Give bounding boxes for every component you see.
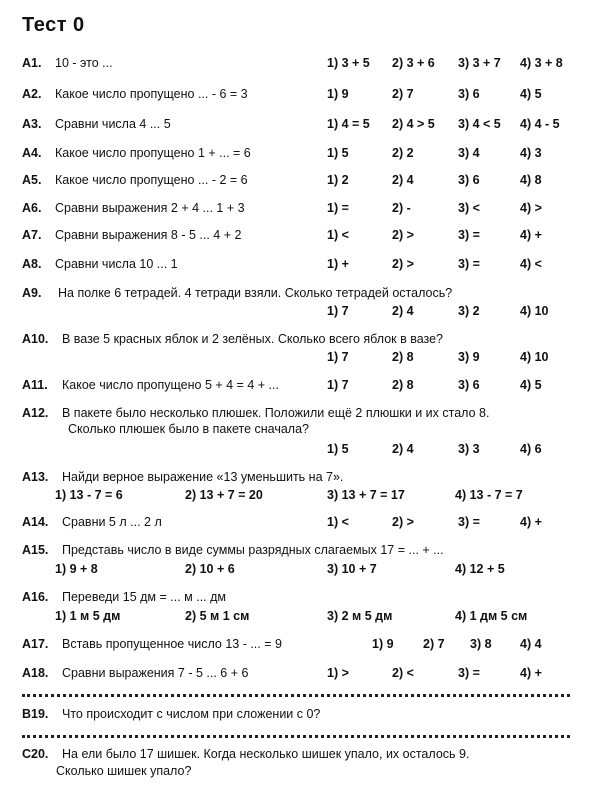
answer-2: 2) - bbox=[392, 201, 411, 215]
answer-2: 2) 2 bbox=[392, 146, 414, 160]
dotted-separator bbox=[22, 694, 570, 697]
answer-2: 2) 3 + 6 bbox=[392, 56, 435, 70]
answer-3: 3) 4 < 5 bbox=[458, 117, 501, 131]
question-a17 bbox=[0, 636, 593, 652]
question-a15 bbox=[0, 542, 593, 558]
answer-1: 1) 9 + 8 bbox=[55, 562, 98, 576]
answer-4: 4) + bbox=[520, 666, 542, 680]
question-text: Сравни числа 10 ... 1 bbox=[55, 257, 178, 271]
question-text: Сравни выражения 7 - 5 ... 6 + 6 bbox=[62, 666, 249, 680]
answer-3: 3) 6 bbox=[458, 87, 480, 101]
answer-2: 2) 4 bbox=[392, 442, 414, 456]
question-number: А1. bbox=[22, 56, 42, 70]
answers-a16 bbox=[0, 608, 593, 624]
question-a16 bbox=[0, 589, 593, 605]
answer-1: 1) 5 bbox=[327, 442, 349, 456]
question-a6 bbox=[0, 200, 593, 216]
question-text: Вставь пропущенное число 13 - ... = 9 bbox=[62, 637, 282, 651]
answer-3: 3) 10 + 7 bbox=[327, 562, 377, 576]
answer-3: 3) = bbox=[458, 666, 480, 680]
answer-4: 4) 5 bbox=[520, 87, 542, 101]
page-title: Тест 0 bbox=[22, 14, 85, 36]
question-number: А13. bbox=[22, 470, 49, 484]
answer-4: 4) 12 + 5 bbox=[455, 562, 505, 576]
question-a1 bbox=[0, 55, 593, 71]
answer-4: 4) 3 + 8 bbox=[520, 56, 563, 70]
answer-4: 4) 13 - 7 = 7 bbox=[455, 488, 523, 502]
question-number: А18. bbox=[22, 666, 49, 680]
question-text: 10 - это ... bbox=[55, 56, 113, 70]
answer-1: 1) 1 м 5 дм bbox=[55, 609, 121, 623]
question-number: А17. bbox=[22, 637, 49, 651]
answer-3: 3) 2 bbox=[458, 304, 480, 318]
question-b19 bbox=[0, 706, 593, 722]
answers-a15 bbox=[0, 561, 593, 577]
answer-1: 1) 3 + 5 bbox=[327, 56, 370, 70]
question-text: Какое число пропущено ... - 2 = 6 bbox=[55, 173, 248, 187]
question-text: В вазе 5 красных яблок и 2 зелёных. Сколько всего яблок в вазе? bbox=[62, 332, 444, 346]
question-number: А7. bbox=[22, 228, 42, 242]
answer-4: 4) + bbox=[520, 228, 542, 242]
answer-1: 1) > bbox=[327, 666, 349, 680]
question-text: Переведи 15 дм = ... м ... дм bbox=[62, 590, 227, 604]
answer-1: 1) = bbox=[327, 201, 349, 215]
answer-2: 2) > bbox=[392, 515, 414, 529]
question-text: Сравни 5 л ... 2 л bbox=[62, 515, 162, 529]
question-a9 bbox=[0, 285, 593, 301]
question-number: А16. bbox=[22, 590, 49, 604]
question-text: Сравни выражения 2 + 4 ... 1 + 3 bbox=[55, 201, 245, 215]
answers-a10 bbox=[0, 349, 593, 365]
question-text-continued: Сколько шишек упало? bbox=[56, 764, 192, 778]
answer-2: 2) 4 bbox=[392, 173, 414, 187]
answers-a13 bbox=[0, 487, 593, 503]
answer-1: 1) < bbox=[327, 515, 349, 529]
answer-3: 3) 6 bbox=[458, 378, 480, 392]
question-c20 bbox=[0, 746, 593, 762]
question-text: Какое число пропущено ... - 6 = 3 bbox=[55, 87, 248, 101]
answer-1: 1) + bbox=[327, 257, 349, 271]
answer-4: 4) 6 bbox=[520, 442, 542, 456]
answer-1: 1) 9 bbox=[372, 637, 394, 651]
answer-3: 3) = bbox=[458, 257, 480, 271]
answer-4: 4) > bbox=[520, 201, 542, 215]
question-a5 bbox=[0, 172, 593, 188]
question-text: Найди верное выражение «13 уменьшить на 7». bbox=[62, 470, 344, 484]
answer-4: 4) 5 bbox=[520, 378, 542, 392]
question-text: Сравни выражения 8 - 5 ... 4 + 2 bbox=[55, 228, 242, 242]
question-number: А3. bbox=[22, 117, 42, 131]
answer-4: 4) 10 bbox=[520, 304, 549, 318]
answer-3: 3) 8 bbox=[470, 637, 492, 651]
answer-2: 2) 13 + 7 = 20 bbox=[185, 488, 263, 502]
answer-3: 3) 4 bbox=[458, 146, 480, 160]
answer-4: 4) 1 дм 5 см bbox=[455, 609, 528, 623]
answer-3: 3) 3 + 7 bbox=[458, 56, 501, 70]
answer-3: 3) = bbox=[458, 228, 480, 242]
answer-4: 4) 4 - 5 bbox=[520, 117, 560, 131]
answer-4: 4) 3 bbox=[520, 146, 542, 160]
answer-4: 4) 8 bbox=[520, 173, 542, 187]
answer-3: 3) 2 м 5 дм bbox=[327, 609, 393, 623]
answer-1: 1) 13 - 7 = 6 bbox=[55, 488, 123, 502]
question-c20-line2 bbox=[0, 763, 593, 779]
answer-1: 1) 9 bbox=[327, 87, 349, 101]
answer-3: 3) 6 bbox=[458, 173, 480, 187]
question-number: А4. bbox=[22, 146, 42, 160]
question-a12 bbox=[0, 405, 593, 421]
question-number: А2. bbox=[22, 87, 42, 101]
answer-2: 2) 8 bbox=[392, 350, 414, 364]
answer-2: 2) < bbox=[392, 666, 414, 680]
question-number: В19. bbox=[22, 707, 49, 721]
answer-4: 4) 10 bbox=[520, 350, 549, 364]
question-number: А5. bbox=[22, 173, 42, 187]
question-a13 bbox=[0, 469, 593, 485]
question-text: В пакете было несколько плюшек. Положили ещё 2 плюшки и их стало 8. bbox=[62, 406, 490, 420]
question-number: А6. bbox=[22, 201, 42, 215]
question-a11 bbox=[0, 377, 593, 393]
question-number: А8. bbox=[22, 257, 42, 271]
question-text: Какое число пропущено 5 + 4 = 4 + ... bbox=[62, 378, 279, 392]
answer-2: 2) 4 > 5 bbox=[392, 117, 435, 131]
question-number: А11. bbox=[22, 378, 48, 392]
question-a2 bbox=[0, 86, 593, 102]
question-a18 bbox=[0, 665, 593, 681]
answer-2: 2) 7 bbox=[423, 637, 445, 651]
question-number: А12. bbox=[22, 406, 49, 420]
question-text-continued: Сколько плюшек было в пакете сначала? bbox=[68, 422, 309, 436]
question-number: А14. bbox=[22, 515, 49, 529]
answer-1: 1) 7 bbox=[327, 378, 349, 392]
answers-a9 bbox=[0, 303, 593, 319]
answer-4: 4) 4 bbox=[520, 637, 542, 651]
answer-2: 2) 10 + 6 bbox=[185, 562, 235, 576]
question-text: Какое число пропущено 1 + ... = 6 bbox=[55, 146, 251, 160]
question-number: А15. bbox=[22, 543, 49, 557]
question-a14 bbox=[0, 514, 593, 530]
answer-2: 2) 4 bbox=[392, 304, 414, 318]
answer-1: 1) 7 bbox=[327, 350, 349, 364]
answer-1: 1) 2 bbox=[327, 173, 349, 187]
answer-2: 2) 7 bbox=[392, 87, 414, 101]
answer-1: 1) 4 = 5 bbox=[327, 117, 370, 131]
answer-4: 4) < bbox=[520, 257, 542, 271]
question-text: Сравни числа 4 ... 5 bbox=[55, 117, 171, 131]
answer-4: 4) + bbox=[520, 515, 542, 529]
question-number: С20. bbox=[22, 747, 49, 761]
answer-3: 3) 13 + 7 = 17 bbox=[327, 488, 405, 502]
question-text: Представь число в виде суммы разрядных слагаемых 17 = ... + ... bbox=[62, 543, 444, 557]
question-a8 bbox=[0, 256, 593, 272]
answer-3: 3) 3 bbox=[458, 442, 480, 456]
question-a7 bbox=[0, 227, 593, 243]
answer-2: 2) > bbox=[392, 228, 414, 242]
answer-2: 2) > bbox=[392, 257, 414, 271]
question-text: Что происходит с числом при сложении с 0? bbox=[62, 707, 321, 721]
answer-1: 1) 5 bbox=[327, 146, 349, 160]
question-a12-line2 bbox=[0, 421, 593, 437]
answers-a12 bbox=[0, 441, 593, 457]
question-a10 bbox=[0, 331, 593, 347]
question-text: На полке 6 тетрадей. 4 тетради взяли. Сколько тетрадей осталось? bbox=[58, 286, 453, 300]
answer-1: 1) < bbox=[327, 228, 349, 242]
answer-3: 3) 9 bbox=[458, 350, 480, 364]
question-a3 bbox=[0, 116, 593, 132]
question-text: На ели было 17 шишек. Когда несколько шишек упало, их осталось 9. bbox=[62, 747, 470, 761]
answer-1: 1) 7 bbox=[327, 304, 349, 318]
answer-2: 2) 8 bbox=[392, 378, 414, 392]
dotted-separator bbox=[22, 735, 570, 738]
question-a4 bbox=[0, 145, 593, 161]
question-number: А10. bbox=[22, 332, 49, 346]
answer-3: 3) < bbox=[458, 201, 480, 215]
answer-3: 3) = bbox=[458, 515, 480, 529]
answer-2: 2) 5 м 1 см bbox=[185, 609, 250, 623]
question-number: А9. bbox=[22, 286, 42, 300]
